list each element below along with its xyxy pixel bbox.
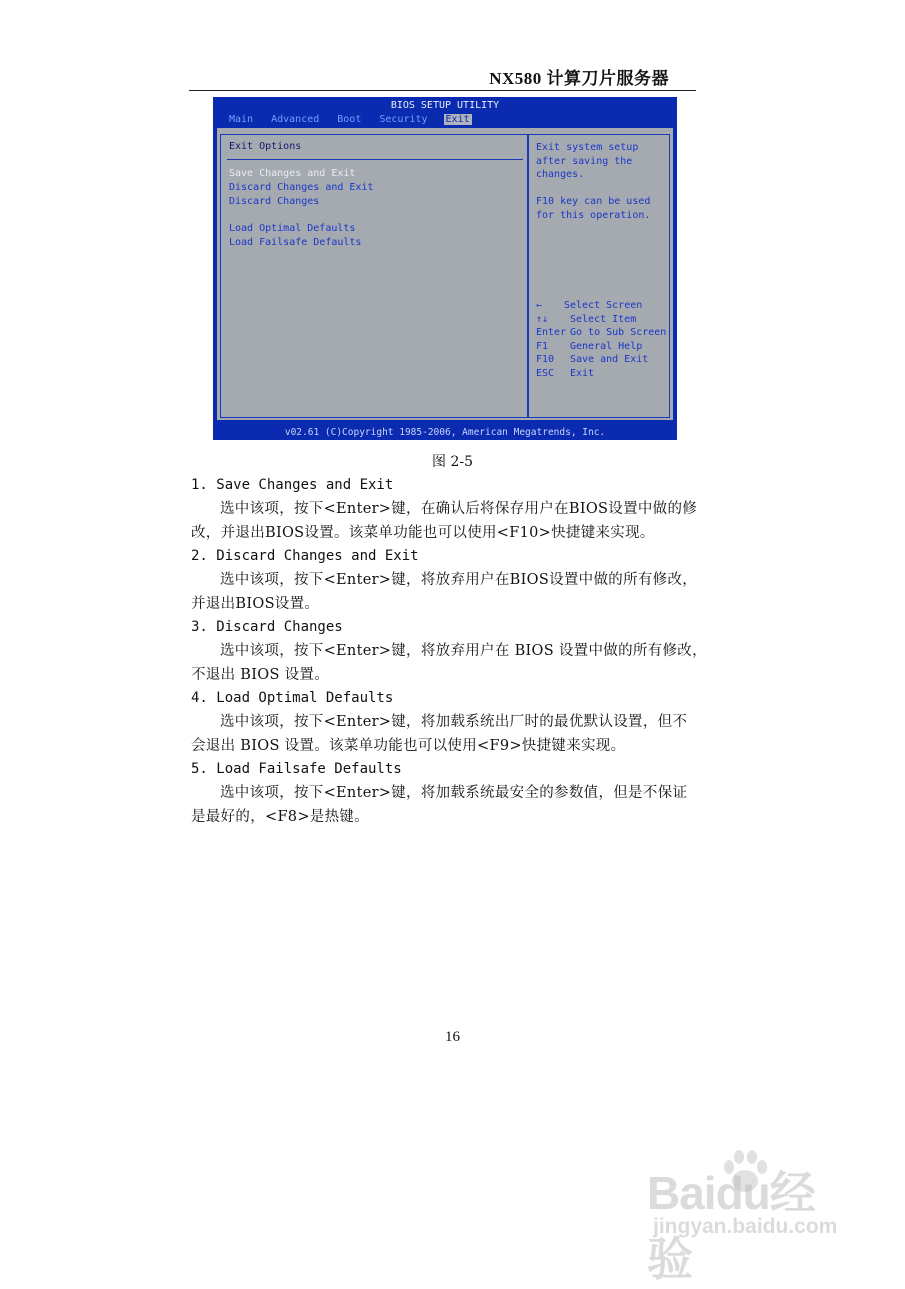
- bios-options-pane: [220, 134, 528, 418]
- item-line: 选中该项，按下<Enter>键，将加载系统出厂时的最优默认设置，但不: [220, 714, 688, 730]
- bios-menu-main[interactable]: Main: [229, 114, 254, 125]
- item-paragraph: [191, 781, 711, 829]
- bios-key-row: [536, 340, 666, 354]
- item-title: 3. Discard Changes: [191, 619, 343, 635]
- page-number: 16: [445, 1029, 460, 1045]
- bios-menu-advanced[interactable]: Advanced: [271, 114, 320, 125]
- item-title: 2. Discard Changes and Exit: [191, 548, 419, 564]
- item-paragraph: [191, 497, 711, 545]
- item-title: 1. Save Changes and Exit: [191, 477, 394, 493]
- bios-option-discard-changes[interactable]: Discard Changes: [229, 196, 320, 207]
- figure-caption: 图 2-5: [432, 454, 473, 470]
- bios-key: F1: [536, 340, 549, 352]
- bios-key-row: [536, 313, 666, 327]
- bios-key-desc: Select Item: [570, 313, 637, 325]
- watermark-brand: Baidu经验: [647, 1167, 815, 1285]
- bios-key: Enter: [536, 327, 567, 338]
- bios-title: BIOS SETUP UTILITY: [390, 100, 500, 111]
- item-line: 并退出BIOS设置。: [191, 596, 320, 612]
- bios-section-rule: [227, 159, 523, 160]
- bios-help-line: F10 key can be used: [536, 196, 651, 207]
- watermark-url: jingyan.baidu.com: [653, 1215, 838, 1238]
- item-paragraph: [191, 710, 711, 758]
- bios-option-load-optimal-defaults[interactable]: Load Optimal Defaults: [229, 223, 356, 234]
- item-title: 5. Load Failsafe Defaults: [191, 761, 402, 777]
- bios-key-desc: Exit: [570, 367, 595, 379]
- bios-key: ←: [536, 300, 543, 311]
- item-line: 不退出 BIOS 设置。: [191, 667, 330, 683]
- bios-help-pane: [528, 134, 670, 418]
- item-line: 选中该项，按下<Enter>键，在确认后将保存用户在BIOS设置中做的修: [220, 501, 698, 517]
- bios-key-legend: [536, 299, 666, 380]
- bios-help-line: after saving the: [536, 155, 633, 167]
- bios-menu-exit[interactable]: Exit: [445, 114, 470, 125]
- bios-section-title: Exit Options: [229, 141, 302, 152]
- bios-option-discard-changes-and-exit[interactable]: Discard Changes and Exit: [229, 182, 374, 193]
- bios-key-row: [536, 353, 666, 367]
- bios-key-desc: Go to Sub Screen: [570, 327, 667, 338]
- document-body: [191, 474, 711, 829]
- bios-menu-boot[interactable]: Boot: [337, 114, 362, 125]
- bios-key: ↑↓: [536, 313, 549, 325]
- bios-screenshot: [213, 97, 677, 440]
- item-title: 4. Load Optimal Defaults: [191, 690, 394, 706]
- bios-key-desc: General Help: [570, 340, 643, 352]
- bios-footer: v02.61 (C)Copyright 1985-2006, American Megatrends, Inc.: [284, 427, 606, 438]
- bios-menu-bar: [227, 114, 486, 125]
- item-line: 改，并退出BIOS设置。该菜单功能也可以使用<F10>快捷键来实现。: [191, 525, 655, 541]
- bios-option-save-changes-and-exit[interactable]: Save Changes and Exit: [229, 168, 356, 179]
- bios-key: F10: [536, 354, 555, 365]
- bios-key-row: [536, 326, 666, 340]
- bios-key: ESC: [536, 367, 555, 379]
- baidu-watermark: [643, 1147, 853, 1285]
- item-line: 是最好的，<F8>是热键。: [191, 809, 369, 825]
- item-paragraph: [191, 568, 711, 616]
- bios-body: [217, 128, 673, 420]
- document-header-title: NX580 计算刀片服务器: [489, 69, 669, 88]
- bios-help-line: Exit system setup: [536, 142, 639, 153]
- item-line: 会退出 BIOS 设置。该菜单功能也可以使用<F9>快捷键来实现。: [191, 738, 626, 754]
- bios-key-desc: Select Screen: [564, 300, 643, 311]
- item-line: 选中该项，按下<Enter>键，将放弃用户在 BIOS 设置中做的所有修改，: [220, 643, 707, 659]
- item-paragraph: [191, 639, 711, 687]
- bios-key-desc: Save and Exit: [570, 354, 649, 365]
- bios-option-load-failsafe-defaults[interactable]: Load Failsafe Defaults: [229, 237, 362, 248]
- bios-help-line: for this operation.: [536, 209, 651, 221]
- bios-menu-security[interactable]: Security: [379, 114, 428, 125]
- item-line: 选中该项，按下<Enter>键，将加载系统最安全的参数值，但是不保证: [220, 785, 688, 801]
- header-rule: [189, 90, 696, 91]
- bios-key-row: [536, 367, 666, 381]
- bios-help-line: changes.: [536, 169, 585, 180]
- bios-key-row: [536, 299, 666, 313]
- item-line: 选中该项，按下<Enter>键，将放弃用户在BIOS设置中做的所有修改，: [220, 572, 698, 588]
